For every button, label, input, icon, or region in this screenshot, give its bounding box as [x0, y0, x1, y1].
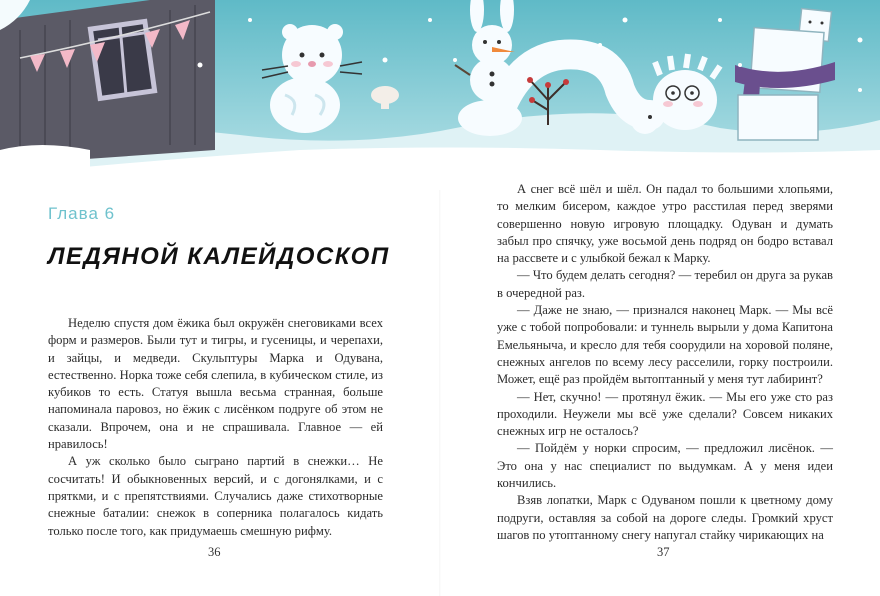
paragraph: А снег всё шёл и шёл. Он падал то большими хлопьями, то мелким бисером, каждое утро расстилая перед зверями совершенно новую игровую площадку. Одуван и думать забыл про спячку, уже восьмой день подряд он бодро вставал на рассвете и с улыбкой бежал к Марку.: [497, 182, 833, 266]
paragraph: А уж сколько было сыграно партий в снежки… Не сосчитать! И обыкновенных версий, и с догонялками, и с пряткми, и с препятствиями. Случались даже стихотворные снежные баталии: снежок в соперника полагалось кидать только после того, как придумаешь смешную рифму.: [48, 454, 383, 538]
winter-illustration: [0, 0, 880, 200]
paragraph: — Что будем делать сегодня? — теребил он друга за рукав в очередной раз.: [497, 268, 833, 300]
left-page-text: [48, 315, 383, 540]
book-spine: [439, 190, 441, 596]
paragraph: Неделю спустя дом ёжика был окружён снеговиками всех форм и размеров. Были тут и тигры, и гусеницы, и черепахи, и зайцы, и медведи. Скульптуры Марка и Одувана, естественно. Норка тоже себя слепила, в кубическом стиле, из кубиков то есть. Статуя вышла весьма странная, больше напоминала паровоз, но ёжик с лисёнком подруге об этом не сказали. Впрочем, она и не спрашивала. Главное — ей нравилось!: [48, 316, 383, 452]
right-page-text: [497, 181, 833, 544]
page-number-left: 36: [208, 545, 221, 559]
paragraph: — Пойдём у норки спросим, — предложил лисёнок. — Это она у нас специалист по выдумкам. А у меня идеи кончились.: [497, 441, 833, 491]
paragraph: Взяв лопатки, Марк с Одуваном пошли к цветному дому подруги, оставляя за собой на дороге следы. Громкий хруст шагов по утоптанному снегу напугал стайку чирикающих на: [497, 493, 833, 542]
page-number-right: 37: [657, 545, 670, 559]
chapter-label: Глава 6: [48, 204, 116, 223]
chapter-title: ЛЕДЯНОЙ КАЛЕЙДОСКОП: [48, 243, 390, 270]
paragraph: — Нет, скучно! — протянул ёжик. — Мы его уже сто раз проходили. Неужели мы всё уже сделали? Совсем никаких снежных игр не осталось?: [497, 389, 833, 439]
paragraph: — Даже не знаю, — признался наконец Марк. — Мы всё уже с тобой попробовали: и туннель вырыли у дома Капитона Емельяныча, и кресло для тебя соорудили на хоровой поляне, снежных ангелов по всему лесу расселили, горку построили. Может, ещё раз пройдём вытоптанный у меня тут лабиринт?: [497, 303, 833, 387]
